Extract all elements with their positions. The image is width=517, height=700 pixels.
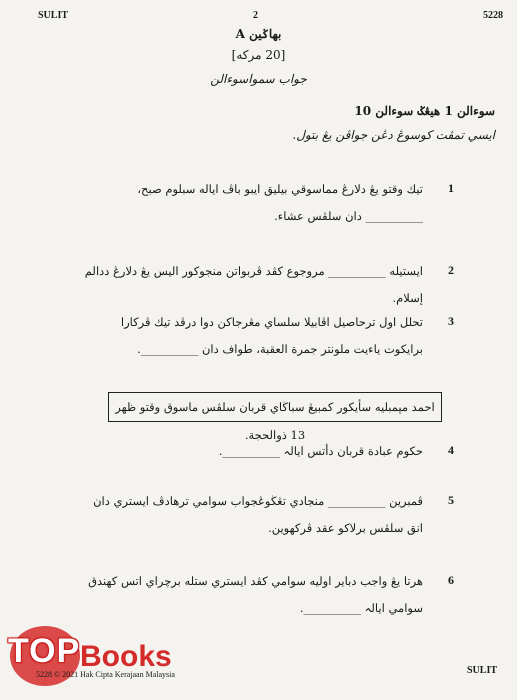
- item-6-number: 6: [448, 573, 454, 587]
- item-3-number: 3: [448, 314, 454, 328]
- section-marks: [20 مركه]: [231, 48, 286, 62]
- paper-code: 5228: [483, 10, 503, 21]
- question-heading: سوءالن 1 هيڠݢ سوءالن 10: [354, 104, 495, 118]
- logo-top-text: TOP: [8, 632, 81, 670]
- question-instruction: ايسي تمڤت كوسوڠ دڠن جواڤن يڠ بتول.: [292, 128, 495, 142]
- item-1-number: 1: [448, 181, 454, 195]
- item-3-text: تحلل اول ترحاصيل اڤابيلا سلساي مڠرجاكن دوا درڤد تيك ڤركارا برايكوت ياءيت ملونتر جمرة العقبة، طواف دان __________.: [120, 315, 423, 356]
- header-sulit: SULIT: [38, 10, 69, 21]
- footer-sulit: SULIT: [466, 665, 497, 676]
- item-5-text: ڤمبرين __________ منجادي تڠڬوڠجواب سوامي ترهادڤ ايستري دان انق سلڤس برلاكو عقد ڤركهوين.: [93, 494, 423, 535]
- section-title: بهاݢين A: [235, 27, 282, 41]
- topbooks-watermark-logo: [2, 612, 187, 700]
- scenario-box: احمد مپمبليه سأيكور كمبيڠ سباڬاي قربان سلڤس ماسوق وقتو ظهر 13 ذوالحجة.: [108, 392, 442, 422]
- section-instruction: جواب سمواسوءالن: [210, 72, 307, 86]
- logo-books-text: Books: [80, 640, 172, 673]
- item-2-number: 2: [448, 263, 454, 277]
- item-2-text: ايستيله __________ مروجوع كڤد ڤربواتن منجوكور اليس يڠ دلارڠ ددالم إسلام.: [84, 264, 423, 305]
- item-6-text: هرتا يڠ واجب دباير اوليه سوامي كڤد ايستري ستله برچراي اتس كهندق سوامي ايالہ __________.: [88, 574, 423, 615]
- item-4-number: 4: [448, 443, 454, 457]
- item-5-number: 5: [448, 493, 454, 507]
- footer-copyright: 5228 © 2021 Hak Cipta Kerajaan Malaysia: [36, 670, 175, 679]
- item-1-text: تيك وقتو يڠ دلارڠ مماسوقي بيليق ايبو باڤ اياله سبلوم صبح، __________ دان سلڤس عشاء.: [137, 182, 423, 223]
- page-number: 2: [253, 10, 258, 21]
- item-4-text: حكوم عبادة قربان دأتس ايالہ __________.: [218, 444, 423, 458]
